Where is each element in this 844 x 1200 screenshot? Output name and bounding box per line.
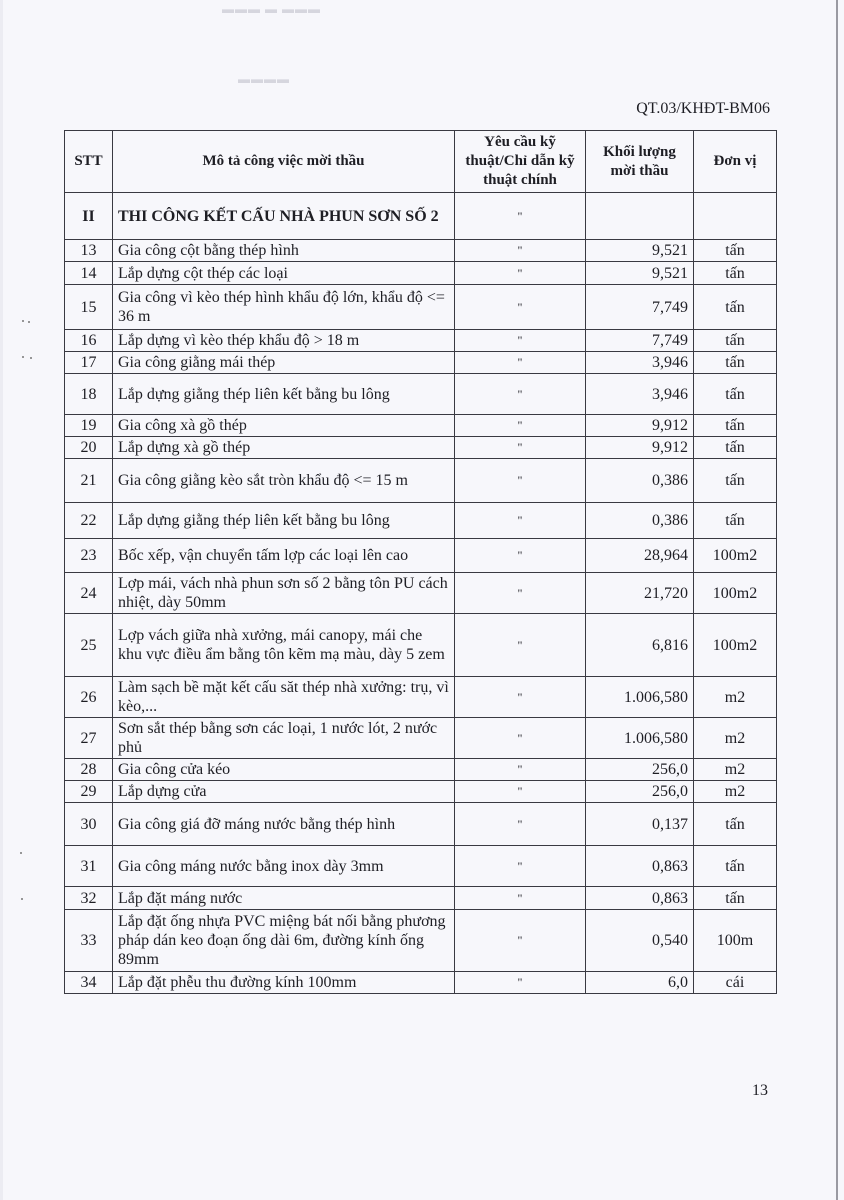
- row-unit: m2: [694, 781, 777, 803]
- row-quantity: 9,912: [586, 437, 694, 459]
- table-header-row: [65, 131, 777, 193]
- scan-speck: [20, 852, 22, 854]
- row-unit: m2: [694, 759, 777, 781]
- row-quantity: 9,521: [586, 240, 694, 262]
- header-requirement: Yêu cầu kỹ thuật/Chỉ dẫn kỹ thuật chính: [455, 131, 586, 193]
- table-row: [65, 437, 777, 459]
- row-unit: tấn: [694, 374, 777, 415]
- row-requirement: ": [455, 846, 586, 887]
- table-row: [65, 539, 777, 573]
- row-description: Gia công vì kèo thép hình khẩu độ lớn, khẩu độ <= 36 m: [113, 285, 455, 330]
- document-code: QT.03/KHĐT-BM06: [636, 100, 770, 117]
- row-stt: 27: [65, 718, 113, 759]
- table-row: [65, 887, 777, 910]
- row-stt: 25: [65, 614, 113, 677]
- section-requirement: ": [455, 193, 586, 240]
- row-stt: 16: [65, 330, 113, 352]
- row-description: Gia công máng nước bằng inox dày 3mm: [113, 846, 455, 887]
- row-description: Gia công cửa kéo: [113, 759, 455, 781]
- table-row: [65, 910, 777, 972]
- row-requirement: ": [455, 262, 586, 285]
- row-stt: 32: [65, 887, 113, 910]
- row-requirement: ": [455, 677, 586, 718]
- header-unit: Đơn vị: [694, 131, 777, 193]
- row-stt: 19: [65, 415, 113, 437]
- row-unit: tấn: [694, 415, 777, 437]
- table-row: [65, 330, 777, 352]
- row-quantity: 256,0: [586, 781, 694, 803]
- table-row: [65, 240, 777, 262]
- row-unit: 100m2: [694, 614, 777, 677]
- header-description: Mô tả công việc mời thầu: [113, 131, 455, 193]
- row-stt: 20: [65, 437, 113, 459]
- row-unit: 100m2: [694, 573, 777, 614]
- row-description: Lắp đặt ống nhựa PVC miệng bát nối bằng phương pháp dán keo đoạn ống dài 6m, đường kính ống 89mm: [113, 910, 455, 972]
- row-stt: 29: [65, 781, 113, 803]
- section-stt: II: [65, 193, 113, 240]
- row-stt: 22: [65, 503, 113, 539]
- row-quantity: 0,540: [586, 910, 694, 972]
- row-description: Gia công cột bằng thép hình: [113, 240, 455, 262]
- row-quantity: 1.006,580: [586, 677, 694, 718]
- row-quantity: 9,521: [586, 262, 694, 285]
- row-stt: 14: [65, 262, 113, 285]
- bleed-through-mark: ▬▬▬ ▬ ▬▬▬: [222, 2, 321, 16]
- row-quantity: 0,137: [586, 803, 694, 846]
- row-requirement: ": [455, 240, 586, 262]
- table-row: [65, 614, 777, 677]
- row-requirement: ": [455, 910, 586, 972]
- row-requirement: ": [455, 614, 586, 677]
- row-requirement: ": [455, 459, 586, 503]
- row-requirement: ": [455, 374, 586, 415]
- row-quantity: 256,0: [586, 759, 694, 781]
- row-stt: 24: [65, 573, 113, 614]
- row-requirement: ": [455, 352, 586, 374]
- row-quantity: 0,863: [586, 846, 694, 887]
- table-row: [65, 503, 777, 539]
- row-quantity: 3,946: [586, 374, 694, 415]
- row-requirement: ": [455, 437, 586, 459]
- row-description: Làm sạch bề mặt kết cấu săt thép nhà xưởng: trụ, vì kèo,...: [113, 677, 455, 718]
- row-stt: 15: [65, 285, 113, 330]
- row-requirement: ": [455, 887, 586, 910]
- row-description: Lợp mái, vách nhà phun sơn số 2 bằng tôn PU cách nhiệt, dày 50mm: [113, 573, 455, 614]
- row-description: Gia công giằng kèo sắt tròn khẩu độ <= 15 m: [113, 459, 455, 503]
- row-description: Lợp vách giữa nhà xưởng, mái canopy, mái che khu vực điều ẩm bằng tôn kẽm mạ màu, dày 5 zem: [113, 614, 455, 677]
- row-quantity: 7,749: [586, 330, 694, 352]
- scan-speck: [21, 898, 23, 900]
- row-description: Lắp dựng vì kèo thép khẩu độ > 18 m: [113, 330, 455, 352]
- page-right-edge: [836, 0, 838, 1200]
- table-row: [65, 759, 777, 781]
- table-row: [65, 415, 777, 437]
- scan-speck: [22, 320, 24, 322]
- row-unit: tấn: [694, 803, 777, 846]
- row-quantity: 9,912: [586, 415, 694, 437]
- row-requirement: ": [455, 972, 586, 994]
- row-unit: cái: [694, 972, 777, 994]
- row-description: Lắp dựng cửa: [113, 781, 455, 803]
- table-row: [65, 374, 777, 415]
- table-row: [65, 781, 777, 803]
- row-requirement: ": [455, 503, 586, 539]
- row-stt: 18: [65, 374, 113, 415]
- row-stt: 30: [65, 803, 113, 846]
- row-unit: tấn: [694, 459, 777, 503]
- row-unit: tấn: [694, 285, 777, 330]
- scan-speck: [28, 321, 30, 323]
- table-row: [65, 352, 777, 374]
- row-requirement: ": [455, 285, 586, 330]
- header-stt: STT: [65, 131, 113, 193]
- row-unit: m2: [694, 677, 777, 718]
- row-stt: 26: [65, 677, 113, 718]
- row-description: Sơn sắt thép bằng sơn các loại, 1 nước lót, 2 nước phủ: [113, 718, 455, 759]
- row-unit: 100m2: [694, 539, 777, 573]
- row-quantity: 28,964: [586, 539, 694, 573]
- bleed-through-mark: ▬▬▬▬: [238, 72, 290, 86]
- row-stt: 28: [65, 759, 113, 781]
- row-unit: tấn: [694, 846, 777, 887]
- row-requirement: ": [455, 803, 586, 846]
- row-requirement: ": [455, 539, 586, 573]
- row-quantity: 0,386: [586, 503, 694, 539]
- row-unit: tấn: [694, 330, 777, 352]
- row-description: Gia công giá đỡ máng nước bằng thép hình: [113, 803, 455, 846]
- row-stt: 21: [65, 459, 113, 503]
- row-requirement: ": [455, 781, 586, 803]
- table-row: [65, 677, 777, 718]
- row-unit: 100m: [694, 910, 777, 972]
- row-quantity: 6,0: [586, 972, 694, 994]
- row-description: Bốc xếp, vận chuyển tấm lợp các loại lên cao: [113, 539, 455, 573]
- table-row: [65, 972, 777, 994]
- row-description: Lắp dựng giằng thép liên kết bằng bu lông: [113, 503, 455, 539]
- row-unit: tấn: [694, 437, 777, 459]
- row-unit: tấn: [694, 262, 777, 285]
- row-unit: tấn: [694, 352, 777, 374]
- row-description: Lắp dựng giằng thép liên kết bằng bu lông: [113, 374, 455, 415]
- row-description: Lắp dựng xà gồ thép: [113, 437, 455, 459]
- row-stt: 17: [65, 352, 113, 374]
- row-quantity: 0,386: [586, 459, 694, 503]
- row-description: Lắp dựng cột thép các loại: [113, 262, 455, 285]
- row-requirement: ": [455, 718, 586, 759]
- row-quantity: 0,863: [586, 887, 694, 910]
- table-row: [65, 262, 777, 285]
- row-unit: tấn: [694, 503, 777, 539]
- row-stt: 33: [65, 910, 113, 972]
- scan-speck: [22, 356, 24, 358]
- row-requirement: ": [455, 330, 586, 352]
- row-description: Gia công giằng mái thép: [113, 352, 455, 374]
- row-quantity: 7,749: [586, 285, 694, 330]
- row-quantity: 3,946: [586, 352, 694, 374]
- table-row: [65, 718, 777, 759]
- table-row: [65, 573, 777, 614]
- row-stt: 13: [65, 240, 113, 262]
- row-requirement: ": [455, 573, 586, 614]
- row-unit: tấn: [694, 240, 777, 262]
- scan-speck: [30, 357, 32, 359]
- table-row: [65, 846, 777, 887]
- table-row: [65, 803, 777, 846]
- table-row: [65, 285, 777, 330]
- section-quantity: [586, 193, 694, 240]
- row-stt: 34: [65, 972, 113, 994]
- row-stt: 23: [65, 539, 113, 573]
- header-quantity: Khối lượng mời thầu: [586, 131, 694, 193]
- section-row: [65, 193, 777, 240]
- row-quantity: 21,720: [586, 573, 694, 614]
- row-stt: 31: [65, 846, 113, 887]
- row-description: Gia công xà gồ thép: [113, 415, 455, 437]
- row-description: Lắp đặt máng nước: [113, 887, 455, 910]
- row-description: Lắp đặt phễu thu đường kính 100mm: [113, 972, 455, 994]
- table-row: [65, 459, 777, 503]
- page-left-edge: [0, 0, 3, 1200]
- row-quantity: 6,816: [586, 614, 694, 677]
- row-quantity: 1.006,580: [586, 718, 694, 759]
- row-requirement: ": [455, 759, 586, 781]
- row-requirement: ": [455, 415, 586, 437]
- row-unit: tấn: [694, 887, 777, 910]
- row-unit: m2: [694, 718, 777, 759]
- section-unit: [694, 193, 777, 240]
- page-number: 13: [752, 1082, 768, 1099]
- bid-items-table: [64, 130, 777, 994]
- section-title: THI CÔNG KẾT CẤU NHÀ PHUN SƠN SỐ 2: [113, 193, 455, 240]
